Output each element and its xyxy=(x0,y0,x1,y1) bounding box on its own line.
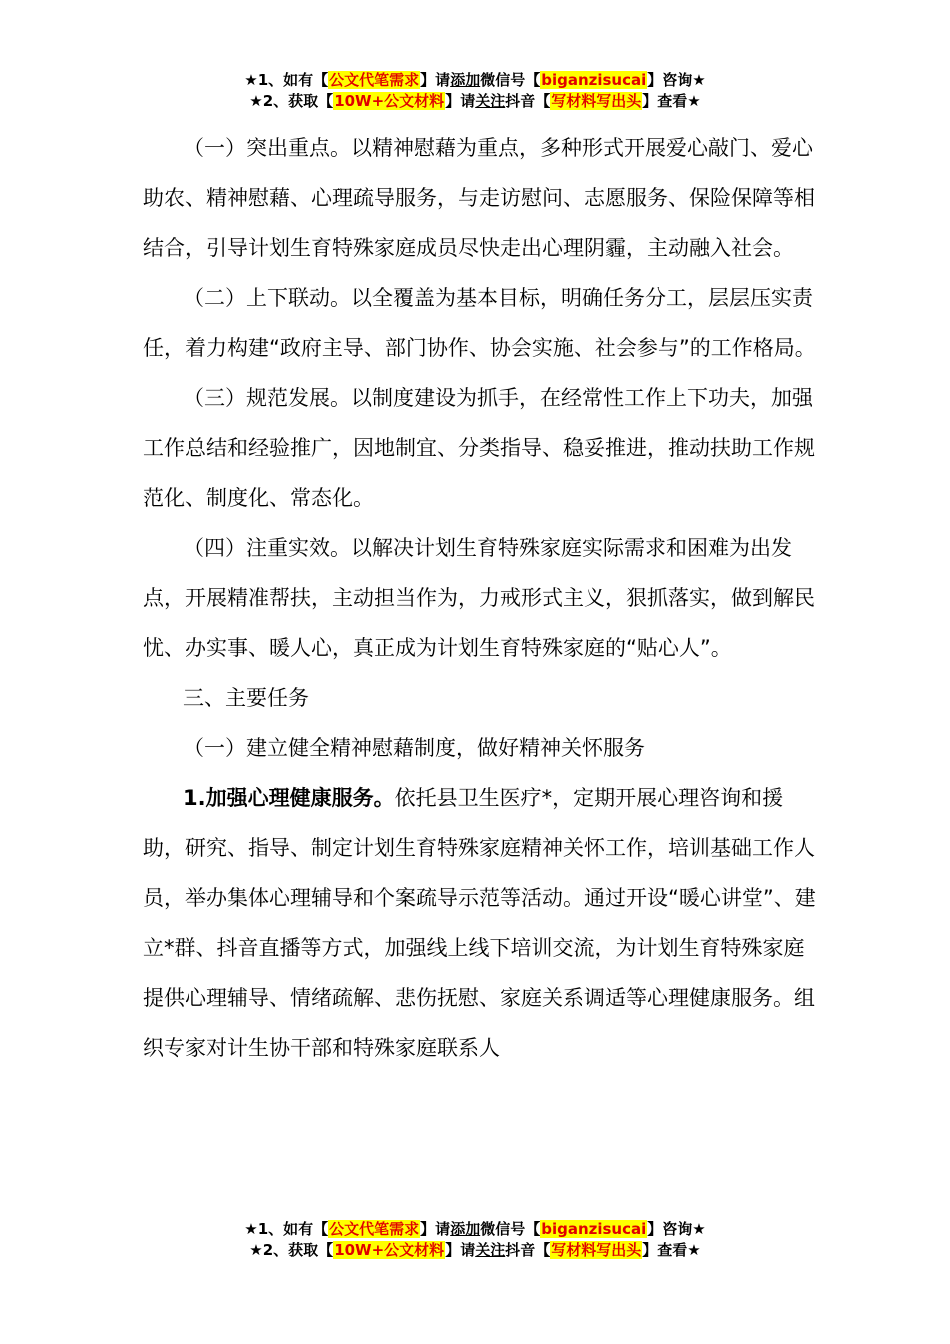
banner-highlight: 写材料写出头 xyxy=(551,92,642,110)
banner-line-1 xyxy=(0,70,950,91)
banner-line-2 xyxy=(0,1240,950,1261)
paragraph-linkage: （二）上下联动。以全覆盖为基本目标，明确任务分工，层层压实责任，着力构建“政府主导、部门协作、协会实施、社会参与”的工作格局。 xyxy=(143,286,816,360)
banner-text: 】查看★ xyxy=(642,1241,701,1259)
banner-text: 】请 xyxy=(420,71,451,89)
item-lead: 1.加强心理健康服务。 xyxy=(183,786,395,810)
banner-underline: 关注 xyxy=(475,1241,506,1259)
banner-underline: 关注 xyxy=(475,92,506,110)
banner-text: 】请 xyxy=(445,92,476,110)
banner-text: 】查看★ xyxy=(642,92,701,110)
banner-underline: 添加 xyxy=(450,71,481,89)
banner-text: 】请 xyxy=(445,1241,476,1259)
banner-text: 抖音【 xyxy=(505,1241,551,1259)
banner-line-2 xyxy=(0,91,950,112)
banner-text: 微信号【 xyxy=(480,71,541,89)
banner-highlight: 公文代笔需求 xyxy=(329,1220,420,1238)
banner-text: 】咨询★ xyxy=(647,1220,706,1238)
banner-text: ★1、如有【 xyxy=(244,71,329,89)
banner-line-1 xyxy=(0,1219,950,1240)
paragraph-focus: （一）突出重点。以精神慰藉为重点，多种形式开展爱心敲门、爱心助农、精神慰藉、心理疏导服务，与走访慰问、志愿服务、保险保障等相结合，引导计划生育特殊家庭成员尽快走出心理阴霾，主动融入社会。 xyxy=(143,136,815,260)
item-paragraph xyxy=(143,773,823,1073)
banner-highlight: 写材料写出头 xyxy=(551,1241,642,1259)
banner-highlight: 10W+公文材料 xyxy=(334,92,445,110)
banner-highlight: biganzisucai xyxy=(541,1220,647,1238)
section-heading: 三、主要任务 xyxy=(183,686,309,710)
paragraph-effect: （四）注重实效。以解决计划生育特殊家庭实际需求和困难为出发点，开展精准帮扶，主动担当作为，力戒形式主义，狠抓落实，做到解民忧、办实事、暖人心，真正成为计划生育特殊家庭的“贴心人”。 xyxy=(143,536,815,660)
banner-text: 】请 xyxy=(420,1220,451,1238)
banner-highlight: 10W+公文材料 xyxy=(334,1241,445,1259)
banner-highlight: biganzisucai xyxy=(541,71,647,89)
item-body: 依托县卫生医疗*，定期开展心理咨询和援助，研究、指导、制定计划生育特殊家庭精神关怀工作，培训基础工作人员，举办集体心理辅导和个案疏导示范等活动。通过开设“暖心讲堂”、建立*群、抖音直播等方式，加强线上线下培训交流，为计划生育特殊家庭提供心理辅导、情绪疏解、悲伤抚慰、家庭关系调适等心理健康服务。组织专家对计生协干部和特殊家庭联系人 xyxy=(143,786,816,1060)
banner-underline: 添加 xyxy=(450,1220,481,1238)
paragraph-standard: （三）规范发展。以制度建设为抓手，在经常性工作上下功夫，加强工作总结和经验推广，因地制宜、分类指导、稳妥推进，推动扶助工作规范化、制度化、常态化。 xyxy=(143,386,815,510)
footer-banner xyxy=(0,1219,950,1261)
banner-text: 微信号【 xyxy=(480,1220,541,1238)
banner-text: ★2、获取【 xyxy=(249,92,334,110)
subsection-heading: （一）建立健全精神慰藉制度，做好精神关怀服务 xyxy=(183,736,645,760)
banner-text: ★2、获取【 xyxy=(249,1241,334,1259)
banner-text: 】咨询★ xyxy=(647,71,706,89)
banner-highlight: 公文代笔需求 xyxy=(329,71,420,89)
banner-text: 抖音【 xyxy=(505,92,551,110)
document-body xyxy=(143,123,823,1073)
header-banner xyxy=(0,70,950,112)
banner-text: ★1、如有【 xyxy=(244,1220,329,1238)
